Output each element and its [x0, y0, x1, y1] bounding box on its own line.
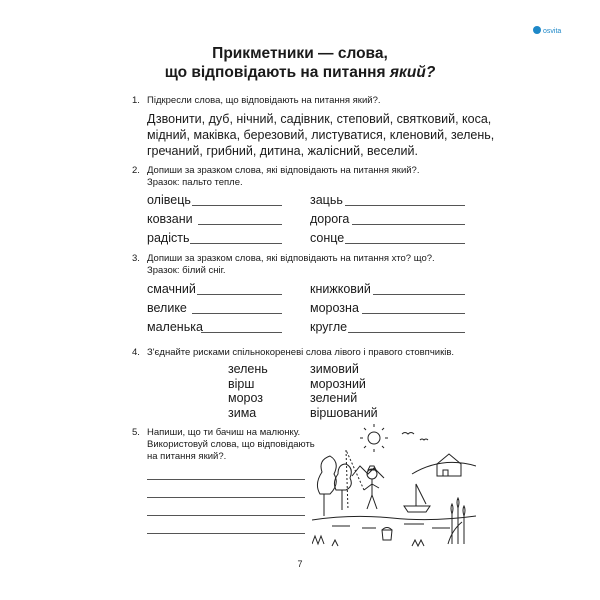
tree-icon	[334, 464, 351, 510]
answer-line[interactable]	[192, 205, 282, 206]
right-column	[310, 362, 378, 421]
match-word-left[interactable]: вірш	[228, 376, 255, 391]
word-prompt: велике	[147, 301, 187, 315]
match-word-right[interactable]: морозний	[310, 376, 366, 391]
word-prompt: дорога	[310, 212, 350, 226]
word-line: мідний, маківка, березовий, листуватися, кленовий, зелень,	[147, 128, 495, 142]
match-word-left[interactable]: зима	[228, 406, 257, 421]
page-number: 7	[297, 559, 303, 569]
answer-line[interactable]	[345, 243, 465, 244]
publisher-logo	[533, 25, 565, 35]
word-prompt: смачний	[147, 282, 196, 296]
answer-line[interactable]	[147, 479, 305, 480]
fishing-scene-illustration	[312, 424, 476, 548]
answer-line[interactable]	[197, 294, 282, 295]
word-prompt: сонце	[310, 231, 345, 245]
water-ripples	[332, 524, 450, 528]
word-prompt: кругле	[310, 320, 348, 334]
answer-line[interactable]	[147, 515, 305, 516]
answer-line[interactable]	[348, 332, 465, 333]
match-word-right[interactable]: віршований	[310, 406, 378, 421]
word-list	[147, 111, 494, 159]
sun-icon	[360, 424, 388, 452]
word-prompt: олівець	[147, 193, 191, 207]
task-instruction: Напиши, що ти бачиш на малюнку. Використовуй слова, що відповідають на питання який?.	[147, 427, 315, 462]
task-instruction: Допиши за зразком слова, які відповідають на питання який?.	[147, 165, 420, 176]
svg-text:osvita: osvita	[543, 28, 562, 35]
task-number: 5.	[132, 427, 140, 438]
page-title-line2: що відповідають на питання який?	[164, 64, 436, 81]
task-number: 3.	[132, 253, 140, 264]
word-prompt: книжковий	[310, 282, 371, 296]
answer-line[interactable]	[373, 294, 465, 295]
match-word-right[interactable]: зелений	[310, 391, 358, 406]
task-instruction: З'єднайте рисками спільнокореневі слова лівого і правого стовпчиків.	[147, 347, 455, 358]
grass-icon	[312, 536, 424, 546]
answer-line[interactable]	[190, 243, 282, 244]
answer-line[interactable]	[192, 313, 282, 314]
task-instruction: Допиши за зразком слова, які відповідають на питання хто? що?.	[147, 253, 435, 264]
answer-line[interactable]	[352, 224, 465, 225]
bucket-icon	[382, 528, 392, 541]
match-word-left[interactable]: мороз	[228, 391, 264, 406]
answer-line[interactable]	[362, 313, 465, 314]
answer-line[interactable]	[345, 205, 465, 206]
word-prompt: морозна	[310, 301, 359, 315]
task-example: Зразок: білий сніг.	[147, 265, 226, 276]
answer-line[interactable]	[147, 533, 305, 534]
answer-line[interactable]	[147, 497, 305, 498]
task-example: Зразок: пальто тепле.	[147, 177, 243, 188]
task-instruction: Підкресли слова, що відповідають на питання який?.	[147, 95, 381, 106]
reeds-icon	[448, 498, 465, 544]
house-icon	[437, 454, 461, 476]
task-number: 1.	[132, 95, 140, 106]
word-prompt: ковзани	[147, 212, 193, 226]
match-word-left[interactable]: зелень	[228, 362, 268, 376]
task-number: 2.	[132, 165, 140, 176]
river-bank	[312, 516, 476, 520]
word-line: Дзвонити, дуб, нічний, садівник, степовий, святковий, коса,	[147, 112, 492, 126]
tree-icon	[317, 456, 336, 516]
page-title-line1: Прикметники — слова,	[212, 45, 388, 62]
word-prompt: радість	[147, 231, 190, 245]
word-line: гречаний, грибний, дитина, жалісний, веселий.	[147, 144, 418, 158]
birds-icon	[402, 433, 428, 441]
word-prompt: маленька	[147, 320, 203, 334]
hill	[412, 462, 476, 474]
word-prompt: зацьь	[310, 193, 343, 207]
task-number: 4.	[132, 347, 140, 358]
answer-line[interactable]	[198, 224, 282, 225]
sailboat-icon	[404, 484, 430, 512]
answer-line[interactable]	[201, 332, 282, 333]
left-column	[228, 362, 268, 421]
match-word-right[interactable]: зимовий	[310, 362, 359, 376]
